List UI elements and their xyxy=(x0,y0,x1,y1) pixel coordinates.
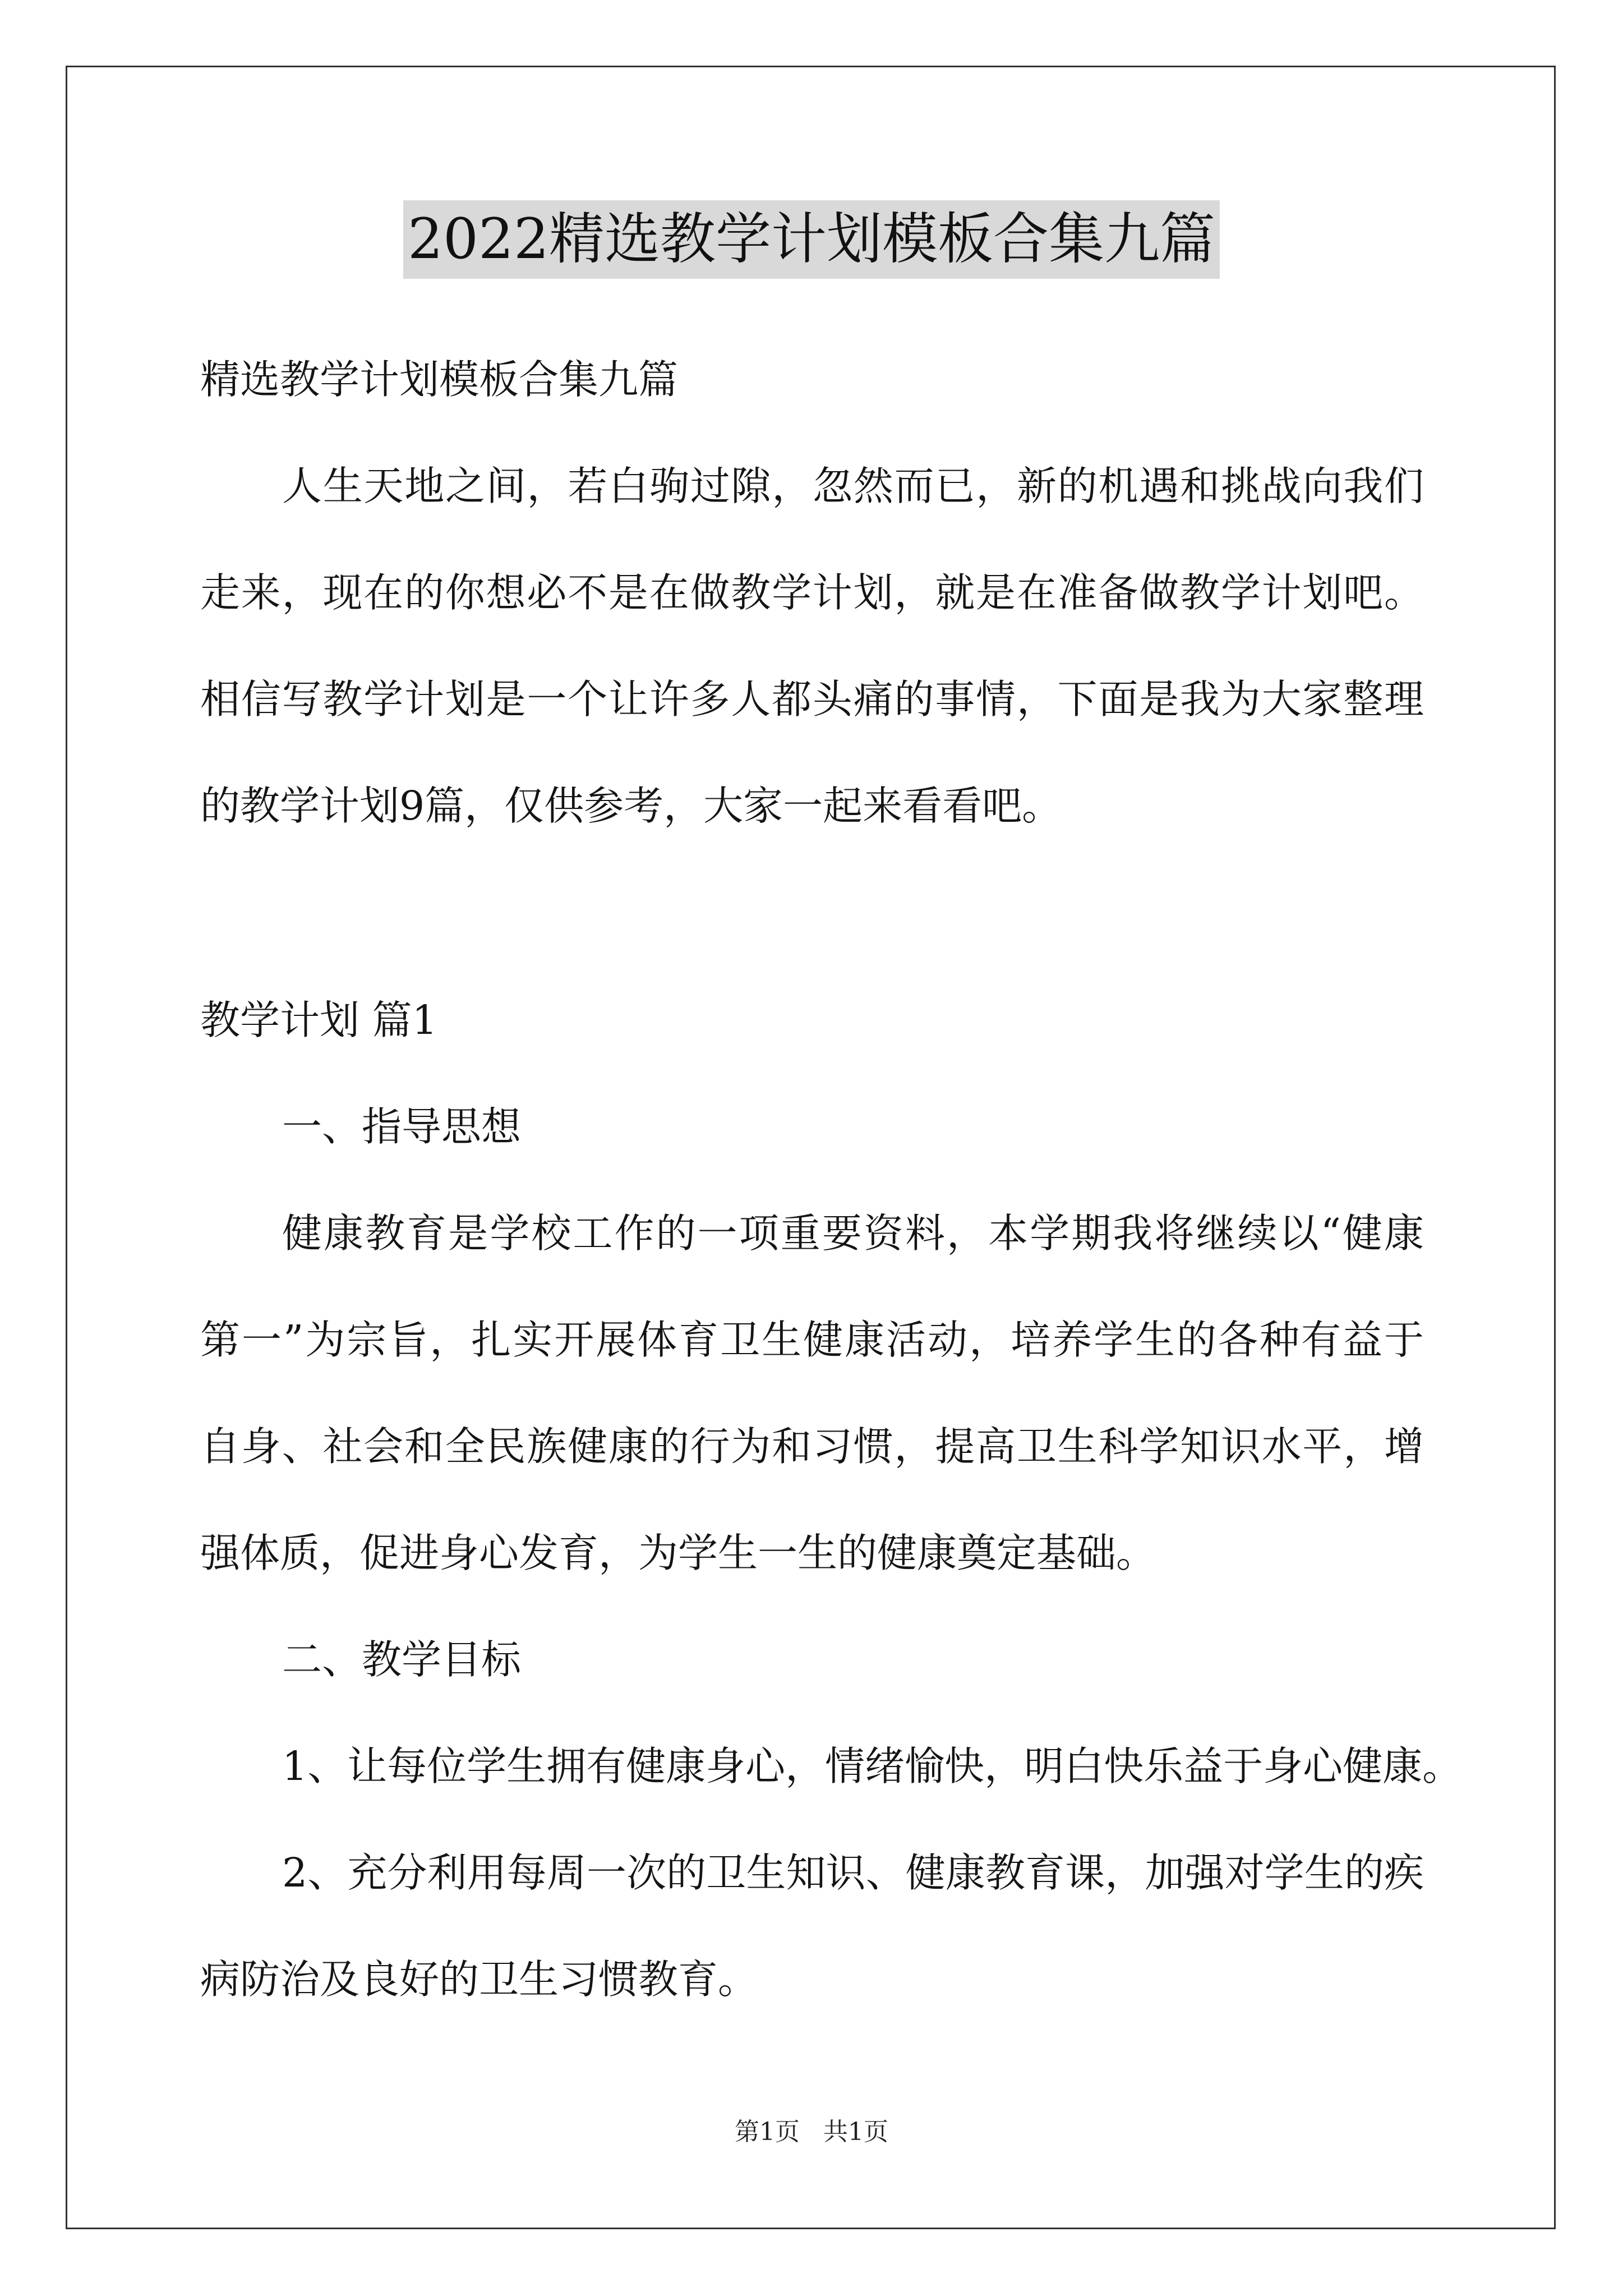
list-item: 1、让每位学生拥有健康身心，情绪愉快，明白快乐益于身心健康。 xyxy=(282,1743,1463,1789)
document-subtitle: 精选教学计划模板合集九篇 xyxy=(200,356,679,403)
list-item-continuation: 病防治及良好的卫生习惯教育。 xyxy=(200,1956,758,2003)
intro-line: 相信写教学计划是一个让许多人都头痛的事情，下面是我为大家整理 xyxy=(200,676,1424,723)
section-heading: 教学计划 篇1 xyxy=(200,997,437,1043)
heading-teaching-goals: 二、教学目标 xyxy=(282,1636,522,1683)
paragraph-line: 第一”为宗旨，扎实开展体育卫生健康活动，培养学生的各种有益于 xyxy=(200,1317,1424,1363)
page-footer: 第1页 共1页 xyxy=(735,2118,888,2146)
document-title: 2022精选教学计划模板合集九篇 xyxy=(403,200,1220,279)
heading-guiding-thought: 一、指导思想 xyxy=(282,1103,522,1150)
intro-line: 走来，现在的你想必不是在做教学计划，就是在准备做教学计划吧。 xyxy=(200,569,1424,616)
paragraph-line: 强体质，促进身心发育，为学生一生的健康奠定基础。 xyxy=(200,1530,1156,1576)
intro-line: 人生天地之间，若白驹过隙，忽然而已，新的机遇和挑战向我们 xyxy=(282,463,1424,509)
paragraph-line: 健康教育是学校工作的一项重要资料，本学期我将继续以“健康 xyxy=(282,1210,1424,1257)
list-item: 2、充分利用每周一次的卫生知识、健康教育课，加强对学生的疾 xyxy=(282,1849,1424,1896)
intro-line: 的教学计划9篇，仅供参考，大家一起来看看吧。 xyxy=(200,783,1062,829)
paragraph-line: 自身、社会和全民族健康的行为和习惯，提高卫生科学知识水平，增 xyxy=(200,1423,1424,1470)
title-container xyxy=(0,200,1623,279)
